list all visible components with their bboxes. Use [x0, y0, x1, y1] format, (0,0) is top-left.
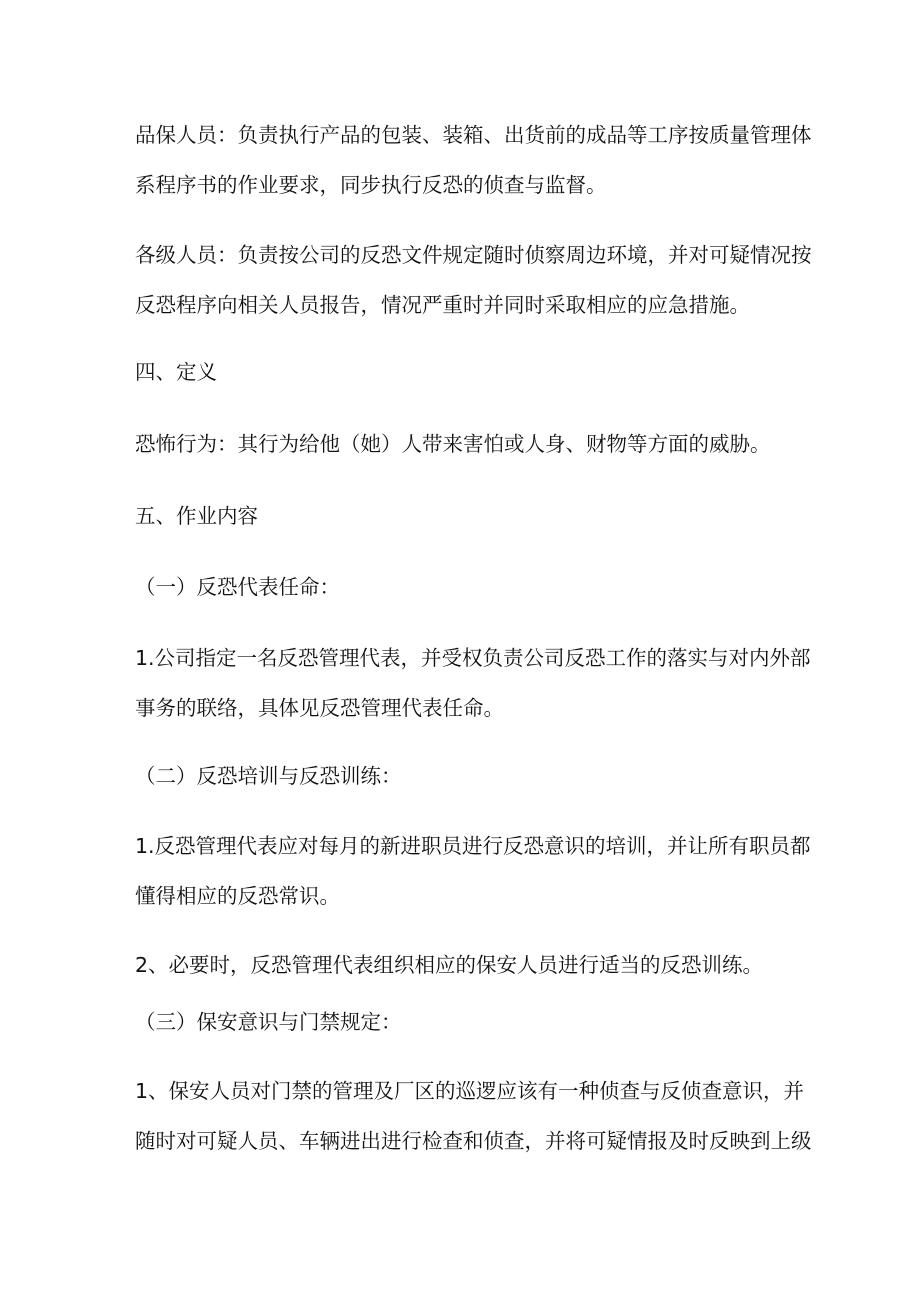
paragraph-line: 2、必要时，反恐管理代表组织相应的保安人员进行适当的反恐训练。 — [135, 953, 764, 977]
section-heading: 五、作业内容 — [135, 504, 258, 528]
paragraph-line: 恐怖行为：其行为给他（她）人带来害怕或人身、财物等方面的威胁。 — [135, 432, 771, 456]
subsection-heading: （二）反恐培训与反恐训练： — [135, 764, 402, 788]
paragraph-line: 1.公司指定一名反恐管理代表，并受权负责公司反恐工作的落实与对内外部 — [135, 646, 811, 670]
paragraph-line: 懂得相应的反恐常识。 — [135, 884, 340, 908]
section-heading: 四、定义 — [135, 360, 217, 384]
paragraph-line: 1.反恐管理代表应对每月的新进职员进行反恐意识的培训，并让所有职员都 — [135, 834, 811, 858]
paragraph-line: 各级人员：负责按公司的反恐文件规定随时侦察周边环境，并对可疑情况按 — [135, 243, 812, 267]
paragraph-line: 随时对可疑人员、车辆进出进行检查和侦查，并将可疑情报及时反映到上级 — [135, 1129, 812, 1153]
subsection-heading: （三）保安意识与门禁规定： — [135, 1010, 402, 1034]
paragraph-line: 反恐程序向相关人员报告，情况严重时并同时采取相应的应急措施。 — [135, 293, 750, 317]
paragraph-line: 品保人员：负责执行产品的包装、装箱、出货前的成品等工序按质量管理体 — [135, 123, 812, 147]
paragraph-line: 事务的联络，具体见反恐管理代表任命。 — [135, 696, 504, 720]
paragraph-line: 1、保安人员对门禁的管理及厂区的巡逻应该有一种侦查与反侦查意识，并 — [135, 1079, 805, 1103]
paragraph-line: 系程序书的作业要求，同步执行反恐的侦查与监督。 — [135, 173, 607, 197]
subsection-heading: （一）反恐代表任命： — [135, 575, 340, 599]
